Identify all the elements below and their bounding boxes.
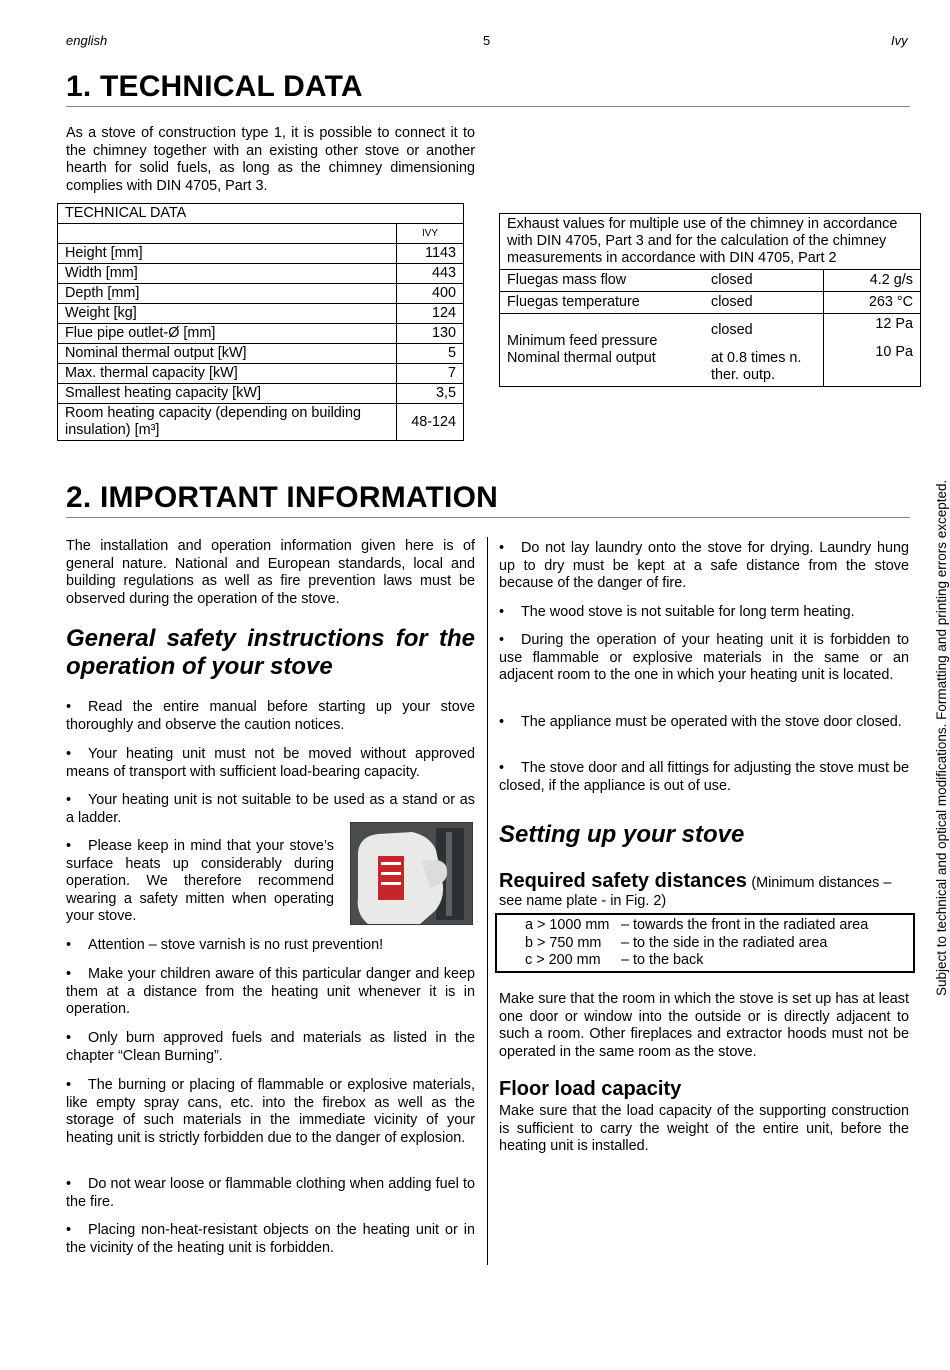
list-item [525, 935, 827, 951]
distance-key: b > 750 mm [525, 935, 602, 951]
table-row [500, 292, 921, 314]
technical-data-table [57, 203, 464, 441]
bullet-text: The appliance must be operated with the stove door closed. [521, 714, 902, 730]
list-item: • Make your children aware of this particular danger and keep them at a distance from the heating unit whenever it is in operation. [66, 966, 475, 1018]
pressure-value-1: 12 Pa [875, 316, 913, 332]
row-label: Weight [kg] [58, 304, 397, 324]
bullet-text: Your heating unit must not be moved without approved means of transport with sufficient load-bearing capacity. [66, 746, 475, 780]
list-item: • The appliance must be operated with the stove door closed. [499, 714, 902, 730]
row-label: Max. thermal capacity [kW] [58, 364, 397, 384]
row-value: 7 [397, 364, 464, 384]
tech-table-title: TECHNICAL DATA [58, 204, 464, 224]
page-number: 5 [483, 33, 491, 48]
section1-intro: As a stove of construction type 1, it is possible to connect it to the chimney together with an existing other stove or another hearth for solid fuels, as long as the chimney dimensioning complies with DIN 4705, Part 3. [66, 125, 475, 194]
table-row [58, 284, 464, 304]
exhaust-values-table [499, 213, 921, 387]
list-item: • Read the entire manual before starting up your stove thoroughly and observe the caution notices. [66, 699, 475, 733]
table-row [58, 304, 464, 324]
floor-heading: Floor load capacity [499, 1078, 682, 1100]
setup-heading: Setting up your stove [499, 821, 745, 848]
table-row [58, 404, 464, 441]
header-language: english [66, 33, 108, 48]
distances-note: (Minimum distances – see name plate - in Fig. 2) [499, 875, 892, 909]
row-label: Fluegas mass flow [500, 270, 705, 292]
list-item: • Attention – stove varnish is no rust prevention! [66, 937, 384, 953]
bullet-text: The stove door and all fittings for adjusting the stove must be closed, if the appliance is out of use. [499, 760, 909, 794]
table-row [58, 264, 464, 284]
pressure-label-min: Minimum feed pressure [507, 333, 658, 349]
row-value: 3,5 [397, 384, 464, 404]
bullet-text: The wood stove is not suitable for long term heating. [521, 604, 855, 620]
table-row [500, 314, 921, 387]
side-disclaimer: Subject to technical and optical modifications. Formatting and printing errors excepted. [934, 479, 949, 996]
list-item: • Please keep in mind that your stove’s surface heats up considerably during operation. We therefore recommend wearing a safety mitten when operating your stove. [66, 838, 334, 925]
list-item: • The stove door and all fittings for adjusting the stove must be closed, if the appliance is out of use. [499, 760, 909, 794]
list-item: • Only burn approved fuels and materials as listed in the chapter “Clean Burning”. [66, 1030, 475, 1064]
bullet-text: Attention – stove varnish is no rust prevention! [88, 937, 384, 953]
list-item: • During the operation of your heating unit it is forbidden to use flammable or explosive materials in the same or an adjacent room to the one in which your heating unit is located. [499, 632, 909, 684]
distance-key: c > 200 mm [525, 952, 601, 968]
distance-key: a > 1000 mm [525, 917, 610, 933]
bullet-text: Your heating unit is not suitable to be used as a stand or as a ladder. [66, 792, 475, 826]
tech-table-column: IVY [397, 224, 464, 244]
row-label: Width [mm] [58, 264, 397, 284]
bullet-text: The burning or placing of flammable or explosive materials, like empty spray cans, etc. into the firebox as well as the storage of such materials in the immediate vicinity of your heating unit is strictly forbidden due to the danger of explosion. [66, 1077, 475, 1146]
section2-title: 2. IMPORTANT INFORMATION [66, 481, 498, 514]
list-item: • Placing non-heat-resistant objects on the heating unit or in the vicinity of the heating unit is forbidden. [66, 1222, 475, 1256]
list-item: • The wood stove is not suitable for long term heating. [499, 604, 855, 620]
row-label: Height [mm] [58, 244, 397, 264]
row-label: Room heating capacity (depending on building insulation) [m³] [58, 404, 397, 441]
row-label: Fluegas temperature [500, 292, 705, 314]
pressure-label-nominal: Nominal thermal output [507, 350, 656, 366]
list-item: • Do not wear loose or flammable clothing when adding fuel to the fire. [66, 1176, 475, 1210]
section1-rule [66, 106, 910, 107]
bullet-text: During the operation of your heating unit it is forbidden to use flammable or explosive materials in the same or an adjacent room to the one in which your heating unit is located. [499, 632, 909, 684]
bullet-text: Only burn approved fuels and materials as listed in the chapter “Clean Burning”. [66, 1030, 475, 1064]
section2-intro: The installation and operation information given here is of general nature. National and European standards, local and building regulations as well as fire prevention laws must be observed during the operation of the stove. [66, 538, 475, 607]
table-row [58, 324, 464, 344]
bullet-text: Please keep in mind that your stove’s surface heats up considerably during operation. We therefore recommend wearing a safety mitten when operating your stove. [66, 838, 334, 925]
distance-desc: – to the side in the radiated area [621, 935, 828, 951]
row-value: 400 [397, 284, 464, 304]
row-label: Depth [mm] [58, 284, 397, 304]
row-value: 124 [397, 304, 464, 324]
list-item: • Do not lay laundry onto the stove for drying. Laundry hung up to dry must be kept at a safe distance from the stove because of the danger of fire. [499, 540, 909, 592]
list-item [525, 952, 703, 968]
table-row [58, 364, 464, 384]
pressure-value-2: 10 Pa [875, 344, 913, 360]
exhaust-table-title: Exhaust values for multiple use of the chimney in accordance with DIN 4705, Part 3 and for the calculation of the chimney measurements in accordance with DIN 4705, Part 2 [500, 214, 921, 270]
row-label: Nominal thermal output [kW] [58, 344, 397, 364]
table-row [58, 384, 464, 404]
column-divider [487, 537, 488, 1265]
bullet-text: Do not wear loose or flammable clothing when adding fuel to the fire. [66, 1176, 475, 1210]
distances-heading-block [499, 872, 911, 910]
list-item: • Your heating unit must not be moved without approved means of transport with sufficient load-bearing capacity. [66, 746, 475, 780]
row-value: 443 [397, 264, 464, 284]
row-value: 5 [397, 344, 464, 364]
bullet-text: Do not lay laundry onto the stove for drying. Laundry hung up to dry must be kept at a safe distance from the stove because of the danger of fire. [499, 540, 909, 592]
list-item: • Your heating unit is not suitable to be used as a stand or as a ladder. [66, 792, 475, 826]
distance-desc: – towards the front in the radiated area [621, 917, 869, 933]
row-state: closed [704, 270, 824, 292]
row-value: 263 °C [824, 292, 921, 314]
distance-desc: – to the back [621, 952, 704, 968]
row-label: Smallest heating capacity [kW] [58, 384, 397, 404]
section1-title: 1. TECHNICAL DATA [66, 70, 363, 103]
section2-rule [66, 517, 910, 518]
safety-mitten-image [350, 822, 473, 925]
row-label: Flue pipe outlet-Ø [mm] [58, 324, 397, 344]
table-row [58, 344, 464, 364]
safety-distances-box [495, 913, 915, 973]
list-item [525, 917, 868, 933]
header-model: Ivy [891, 33, 908, 48]
distances-heading: Required safety distances [499, 870, 747, 892]
pressure-state-1: closed [711, 322, 753, 338]
table-row [58, 244, 464, 264]
row-value: 130 [397, 324, 464, 344]
bullet-text: Make your children aware of this particular danger and keep them at a distance from the heating unit whenever it is in operation. [66, 966, 475, 1018]
list-item: • The burning or placing of flammable or explosive materials, like empty spray cans, etc. into the firebox as well as the storage of such materials in the immediate vicinity of your heating unit is strictly forbidden due to the danger of explosion. [66, 1077, 475, 1146]
row-value: 1143 [397, 244, 464, 264]
row-state: closed [704, 292, 824, 314]
bullet-text: Read the entire manual before starting up your stove thoroughly and observe the caution notices. [66, 699, 475, 733]
safety-heading: General safety instructions for the operation of your stove [66, 625, 475, 680]
floor-text: Make sure that the load capacity of the supporting construction is sufficient to carry the weight of the entire unit, before the heating unit is installed. [499, 1103, 909, 1155]
room-text: Make sure that the room in which the stove is set up has at least one door or window into the outside or is directly adjacent to such a room. Other fireplaces and extractor hoods must not be operated in the same room as the stove. [499, 991, 909, 1060]
pressure-state-2: at 0.8 times n. ther. outp. [711, 350, 802, 383]
row-value: 48-124 [397, 404, 464, 441]
bullet-text: Placing non-heat-resistant objects on the heating unit or in the vicinity of the heating unit is forbidden. [66, 1222, 475, 1256]
table-row [500, 270, 921, 292]
row-value: 4.2 g/s [824, 270, 921, 292]
